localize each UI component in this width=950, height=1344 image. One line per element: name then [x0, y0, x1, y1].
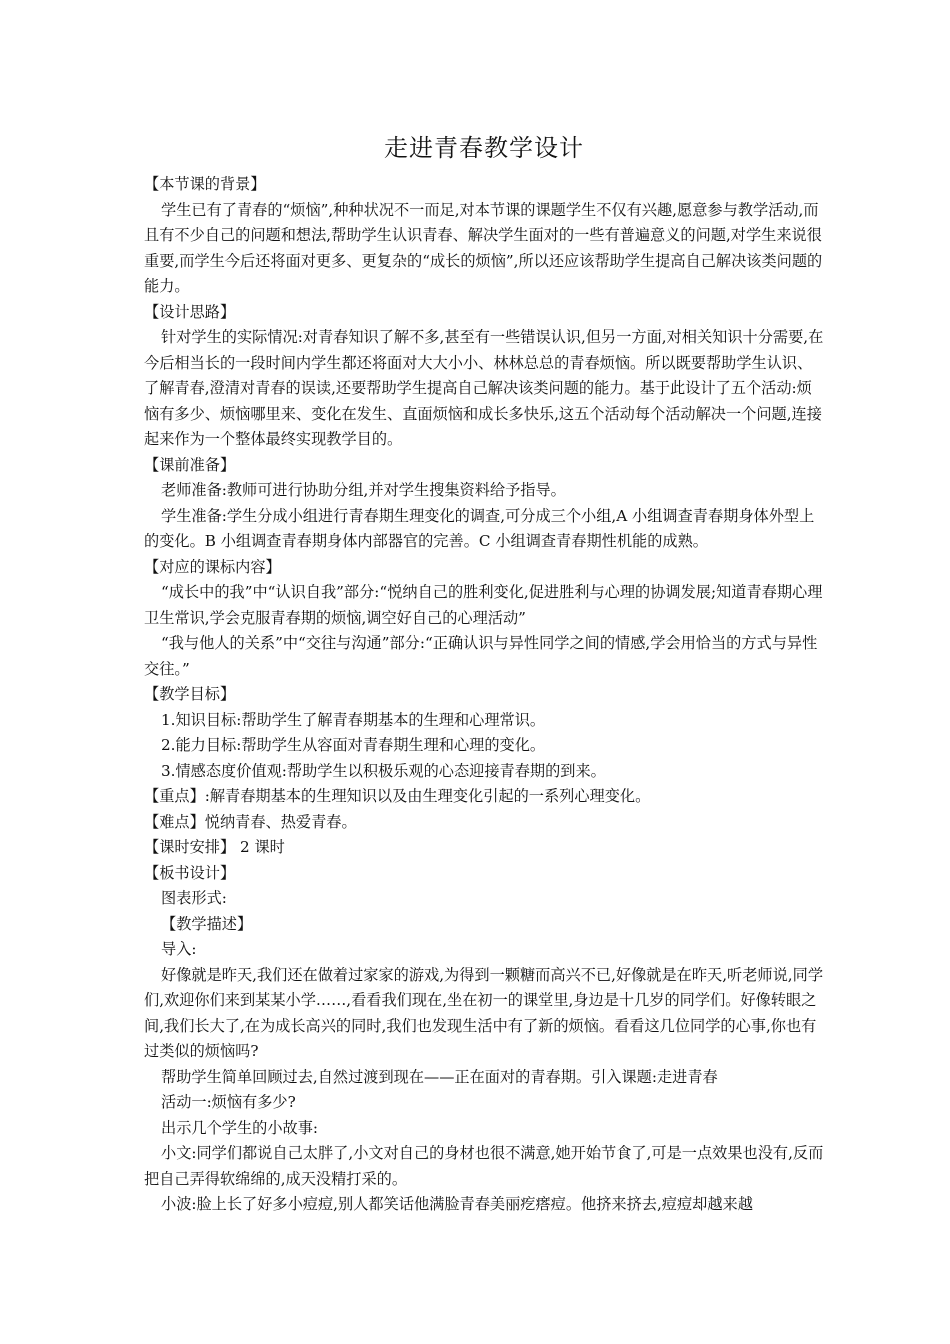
board-heading: 【板书设计】: [144, 863, 236, 882]
prep-heading: 【课前准备】: [144, 455, 236, 474]
intro-paragraph: 好像就是昨天,我们还在做着过家家的游戏,为得到一颗糖而高兴不已,好像就是在昨天,听老师说,同学们,欢迎你们来到某某小学……,看看我们现在,坐在初一的课堂里,身边是十几岁的同学们。好像转眼之间,我们长大了,在为成长高兴的同时,我们也发现生活中有了新的烦恼。看看这几位同学的心事,你也有过类似的烦恼吗?: [144, 965, 824, 1060]
standard-heading: 【对应的课标内容】: [144, 557, 281, 576]
design-paragraph: 针对学生的实际情况:对青春知识了解不多,甚至有一些错误认识,但另一方面,对相关知识十分需要,在今后相当长的一段时间内学生都还将面对大大小小、林林总总的青春烦恼。所以既要帮助学生认识、了解青春,澄清对青春的误读,还要帮助学生提高自己解决该类问题的能力。基于此设计了五个活动:烦恼有多少、烦恼哪里来、变化在发生、直面烦恼和成长多快乐,这五个活动每个活动解决一个问题,连接起来作为一个整体最终实现教学目的。: [144, 328, 824, 448]
goal-item-1: 1.知识目标:帮助学生了解青春期基本的生理和心理常识。: [161, 710, 546, 729]
prep-student-paragraph: 学生准备:学生分成小组进行青春期生理变化的调查,可分成三个小组,A 小组调查青春期身体外型上的变化。B 小组调查青春期身体内部器官的完善。C 小组调查青春期性机能的成熟。: [144, 506, 815, 550]
prep-teacher-paragraph: 老师准备:教师可进行协助分组,并对学生搜集资料给予指导。: [161, 481, 566, 499]
activity-1-label: 活动一:烦恼有多少?: [161, 1093, 296, 1111]
background-paragraph: 学生已有了青春的“烦恼”,种种状况不一而足,对本节课的课题学生不仅有兴趣,愿意参与教学活动,而且有不少自己的问题和想法,帮助学生认识青春、解决学生面对的一些有普遍意义的问题,对学生来说很重要,而学生今后还将面对更多、更复杂的“成长的烦恼”,所以还应该帮助学生提高自己解决该类问题的能力。: [144, 200, 823, 295]
description-heading: 【教学描述】: [161, 914, 253, 933]
background-heading: 【本节课的背景】: [144, 175, 266, 193]
goal-item-2: 2.能力目标:帮助学生从容面对青春期生理和心理的变化。: [161, 736, 546, 754]
board-text: 图表形式:: [161, 889, 227, 907]
goals-heading: 【教学目标】: [144, 685, 236, 703]
goal-item-3: 3.情感态度价值观:帮助学生以积极乐观的心态迎接青春期的到来。: [161, 761, 606, 780]
story-xiaobo: 小波:脸上长了好多小痘痘,别人都笑话他满脸青春美丽疙瘩痘。他挤来挤去,痘痘却越来越: [161, 1195, 753, 1213]
stories-intro: 出示几个学生的小故事:: [161, 1118, 318, 1137]
document-title: 走进青春教学设计: [384, 134, 584, 162]
standard-paragraph-1: “成长中的我”中“认识自我”部分:“悦纳自己的胜利变化,促进胜利与心理的协调发展;知道青春期心理卫生常识,学会克服青春期的烦恼,调空好自己的心理活动”: [144, 583, 823, 627]
difficult-point-line: 【难点】悦纳青春、热爱青春。: [144, 812, 357, 831]
review-paragraph: 帮助学生简单回顾过去,自然过渡到现在——正在面对的青春期。引入课题:走进青春: [161, 1067, 718, 1086]
key-point-line: 【重点】:解青春期基本的生理知识以及由生理变化引起的一系列心理变化。: [144, 787, 651, 805]
document-page: [144, 130, 824, 1218]
schedule-line: 【课时安排】 2 课时: [144, 838, 285, 856]
intro-label: 导入:: [161, 940, 197, 958]
design-heading: 【设计思路】: [144, 302, 236, 321]
story-xiaowen: 小文:同学们都说自己太胖了,小文对自己的身材也很不满意,她开始节食了,可是一点效果也没有,反而把自己弄得软绵绵的,成天没精打采的。: [144, 1144, 824, 1188]
standard-paragraph-2: “我与他人的关系”中“交往与沟通”部分:“正确认识与异性同学之间的情感,学会用恰当的方式与异性交往。”: [144, 634, 818, 678]
